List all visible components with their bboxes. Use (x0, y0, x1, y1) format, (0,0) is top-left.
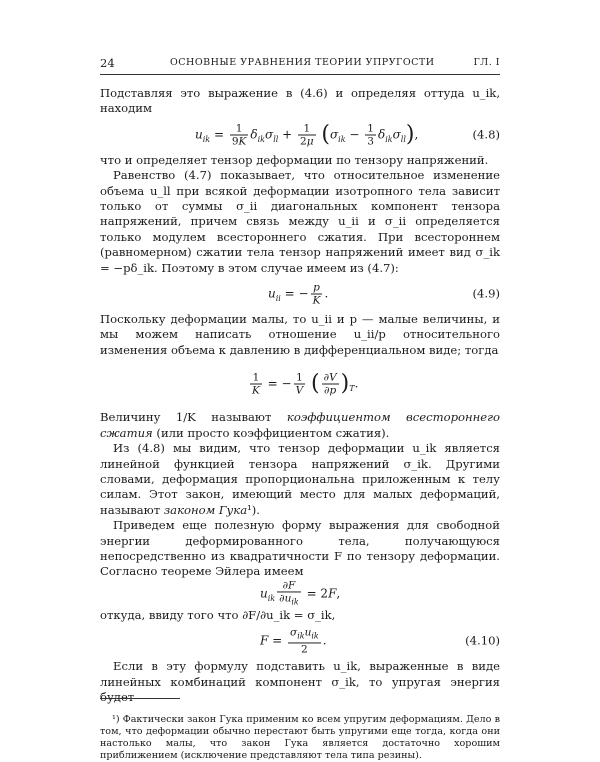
equation-compressibility (100, 358, 500, 410)
paragraph-9: Если в эту формулу подставить u_ik, выраженные в виде линейных комбинаций компонент σ_ik, то упругая энергия будет (100, 659, 500, 704)
equation-4-9 (100, 276, 500, 312)
equation-compressibility-formula: $\frac{1}{K}$ = − $\frac{1}{V}$ ( $\frac{\partial V}{\partial p}$ )$_T$. (252, 371, 359, 397)
equation-euler-formula: $u_{ik}$ $\frac{\partial F}{\partial u_{ik}}$ = 2F, (260, 579, 341, 607)
paragraph-3: Равенство (4.7) показывает, что относительное изменение объема u_ll при всякой деформации изотропного тела зависит только от суммы σ_ii диагональных компонент тензора напряжений, причем связь между u_ii и σ_ii определяется только модулем всестороннего сжатия. При всестороннем (равномерном) сжатии тела тензор напряжений имеет вид σ_ik = −pδ_ik. Поэтому в этом случае имеем из (4.7): (100, 168, 500, 275)
paragraph-8: откуда, ввиду того что ∂F/∂u_ik = σ_ik, (100, 607, 336, 622)
paragraph-5-end: (или просто коэффициентом сжатия). (156, 425, 390, 440)
equation-4-10-number: (4.10) (465, 633, 500, 648)
paragraph-1: Подставляя это выражение в (4.6) и определяя оттуда u_ik, находим (100, 86, 500, 116)
term-compressibility: коэффициентом всестороннего сжатия (100, 410, 500, 440)
chapter-label: ГЛ. I (473, 57, 500, 68)
equation-4-8-number: (4.8) (472, 127, 500, 142)
equation-4-10-formula: F = $\frac{\sigma_{ik}u_{ik}}{2}$ . (260, 626, 327, 656)
equation-4-9-formula: $u_{ii}$ = − $\frac{p}{K}$ . (268, 281, 329, 307)
footnote-ref: ¹). (247, 502, 260, 517)
page-body (100, 86, 500, 705)
running-title: ОСНОВНЫЕ УРАВНЕНИЯ ТЕОРИИ УПРУГОСТИ (170, 57, 435, 68)
page (100, 56, 500, 762)
equation-euler (100, 580, 500, 608)
paragraph-7: Приведем еще полезную форму выражения для свободной энергии деформированного тела, получающуюся непосредственно из квадратичности F по тензору деформации. Согласно теореме Эйлера имеем (100, 518, 500, 579)
paragraph-4: Поскольку деформации малы, то u_ii и p — малые величины, и мы можем написать отношение u_ii/p относительного изменения объема к давлению в дифференциальном виде; тогда (100, 312, 500, 357)
footnote-rule (100, 698, 180, 699)
term-hooke-law: законом Гука (163, 502, 248, 517)
equation-4-8 (100, 117, 500, 153)
paragraph-6-start: Из (4.8) мы видим, что тензор деформации u_ik является линейной функцией тензора напряжений σ_ik. Другими словами, деформация пропорциональна приложенным к телу силам. Этот закон, имеющий место для малых деформаций, называют (100, 441, 500, 517)
paragraph-5 (100, 410, 500, 441)
equation-4-8-formula: $u_{ik}$ = $\frac{1}{9K}$ $\delta_{ik}\sigma_{ll}$ + $\frac{1}{2\mu}$ ($\sigma_{ik}$ − $\frac{1}{3}$ $\delta_{ik}\sigma_{ll}$), (195, 121, 419, 148)
page-number: 24 (100, 56, 115, 70)
paragraph-5-start: Величину 1/K называют (100, 410, 272, 425)
paragraph-2: что и определяет тензор деформации по тензору напряжений. (100, 152, 489, 167)
running-header (100, 56, 500, 75)
footnote: ¹) Фактически закон Гука применим ко всем упругим деформациям. Дело в том, что деформации обычно перестают быть упругими еще тогда, когда они настолько малы, что закон Гука является достаточно хорошим приближением (исключение представляют тела типа резины). (100, 713, 500, 762)
equation-4-10 (100, 623, 500, 659)
paragraph-6 (100, 441, 500, 518)
equation-4-9-number: (4.9) (472, 286, 500, 301)
